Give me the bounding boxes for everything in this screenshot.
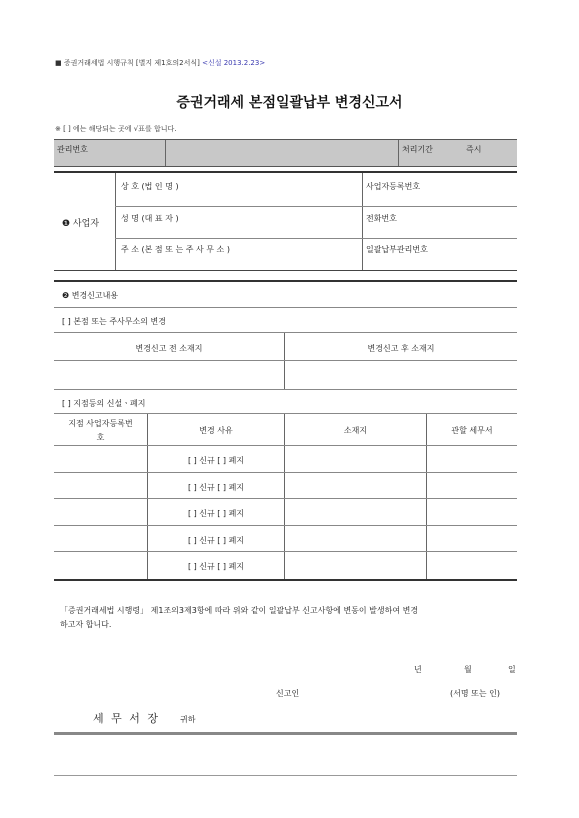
reason-checkboxes[interactable]: [ ] 신규 [ ] 폐지 — [187, 456, 245, 465]
declaration-line-1: 「증권거래세법 시행령」 제1조의3제3항에 따라 위와 같이 일괄납부 신고사항에 변동이 발생하여 변경 — [60, 606, 419, 615]
tax-office-header: 관할 세무서 — [451, 426, 493, 435]
location-header: 소재지 — [343, 426, 368, 435]
footer-rule — [54, 775, 517, 776]
branch-location-field[interactable] — [285, 499, 426, 525]
rule-text: 증권거래세법 시행규칙 [별지 제1호의2서식] — [63, 59, 200, 67]
representative-label: 성 명 (대 표 자 ) — [121, 214, 179, 223]
branch-tax-office-field[interactable] — [427, 552, 517, 578]
reason-checkboxes[interactable]: [ ] 신규 [ ] 폐지 — [187, 483, 245, 492]
row-rule — [54, 389, 517, 390]
day-label: 일 — [508, 665, 516, 674]
branch-reg-field[interactable] — [54, 499, 147, 525]
reporter-label: 신고인 — [276, 689, 300, 698]
management-bar — [54, 139, 517, 167]
before-location-field[interactable] — [54, 361, 284, 389]
branch-location-field[interactable] — [285, 446, 426, 472]
row-rule — [115, 206, 517, 207]
divider — [147, 414, 148, 579]
branch-tax-office-field[interactable] — [427, 446, 517, 472]
reason-checkboxes[interactable]: [ ] 신규 [ ] 폐지 — [187, 562, 245, 571]
taxpayer-section-label: ❶ 사업자 — [62, 219, 100, 229]
month-label: 월 — [464, 665, 472, 674]
bulk-number-label: 일괄납부관리번호 — [366, 245, 428, 254]
change-section-label: ❷ 변경신고내용 — [62, 291, 119, 300]
branch-change-checkbox[interactable]: [ ] 지점등의 신설ㆍ폐지 — [62, 399, 146, 408]
branch-reg-header-1: 지점 사업자등록번 — [68, 419, 133, 428]
company-name-label: 상 호 (법 인 명 ) — [121, 182, 179, 191]
page-title: 증권거래세 본점일괄납부 변경신고서 — [176, 95, 403, 111]
branch-tax-office-field[interactable] — [427, 473, 517, 499]
divider — [115, 173, 116, 270]
phone-label: 전화번호 — [366, 214, 397, 223]
row-rule — [54, 332, 517, 333]
row-rule — [54, 413, 517, 414]
divider — [362, 173, 363, 270]
check-note: ※ [ ] 에는 해당되는 곳에 √표를 합니다. — [55, 125, 177, 133]
branch-reg-field[interactable] — [54, 526, 147, 552]
declaration-line-2: 하고자 합니다. — [60, 620, 112, 629]
divider — [398, 140, 399, 166]
signature-label[interactable]: (서명 또는 인) — [450, 689, 500, 698]
branch-location-field[interactable] — [285, 473, 426, 499]
before-location-label: 변경신고 전 소재지 — [135, 344, 203, 353]
reason-header: 변경 사유 — [199, 426, 233, 435]
revision-date: <신설 2013.2.23> — [202, 59, 266, 67]
after-location-field[interactable] — [285, 361, 517, 389]
section-rule — [54, 579, 517, 581]
row-rule — [54, 270, 517, 271]
section-rule — [54, 171, 517, 173]
bottom-rule — [54, 732, 517, 735]
branch-location-field[interactable] — [285, 552, 426, 578]
address-label: 주 소 (본 점 또 는 주 사 무 소 ) — [121, 245, 230, 254]
form-reference — [55, 58, 265, 68]
row-rule — [54, 307, 517, 308]
branch-tax-office-field[interactable] — [427, 526, 517, 552]
processing-period-label: 처리기간 — [402, 145, 433, 154]
management-number-field[interactable] — [166, 140, 398, 166]
branch-reg-field[interactable] — [54, 473, 147, 499]
branch-tax-office-field[interactable] — [427, 499, 517, 525]
hq-change-checkbox[interactable]: [ ] 본점 또는 주사무소의 변경 — [62, 317, 166, 326]
after-location-label: 변경신고 후 소재지 — [367, 344, 435, 353]
honorific: 귀하 — [180, 715, 196, 724]
tax-office-chief: 세 무 서 장 — [93, 712, 160, 725]
reason-checkboxes[interactable]: [ ] 신규 [ ] 폐지 — [187, 536, 245, 545]
reg-number-label: 사업자등록번호 — [366, 182, 421, 191]
reason-checkboxes[interactable]: [ ] 신규 [ ] 폐지 — [187, 509, 245, 518]
branch-reg-field[interactable] — [54, 552, 147, 578]
processing-period-value: 즉시 — [466, 145, 482, 154]
branch-reg-field[interactable] — [54, 446, 147, 472]
header-bullet: ■ — [55, 59, 62, 67]
year-label: 년 — [414, 665, 422, 674]
branch-location-field[interactable] — [285, 526, 426, 552]
management-number-label: 관리번호 — [57, 145, 88, 154]
row-rule — [115, 238, 517, 239]
section-rule — [54, 280, 517, 282]
branch-reg-header-2: 호 — [96, 433, 105, 442]
